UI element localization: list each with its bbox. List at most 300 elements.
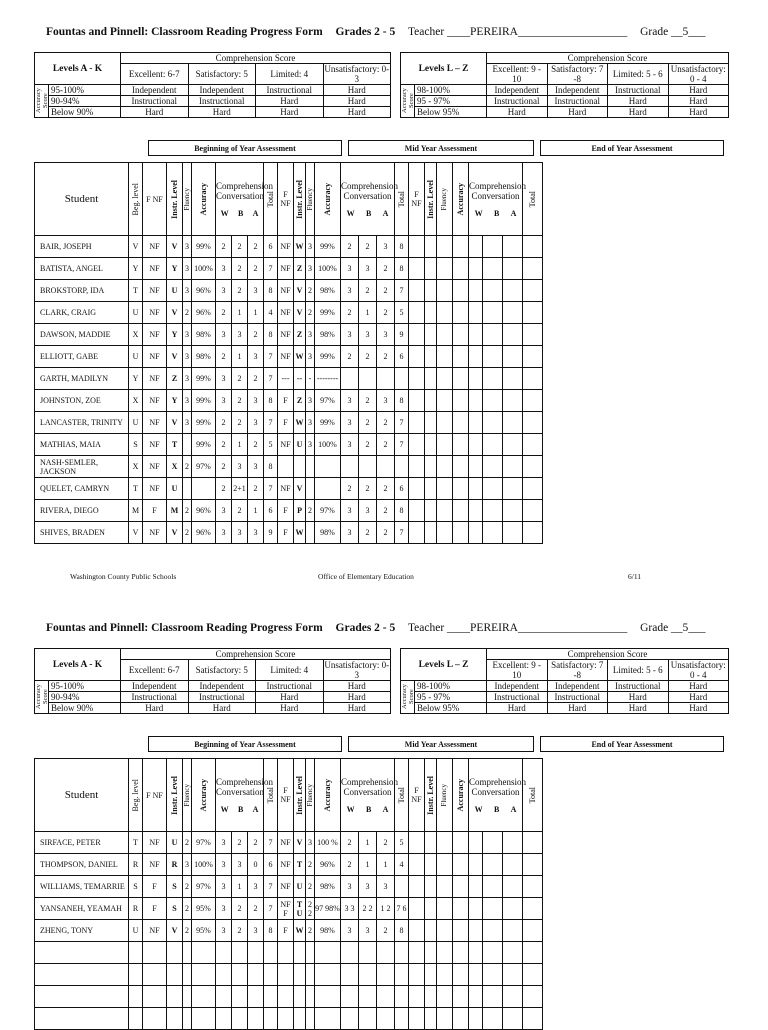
accuracy-row-label: 95 - 97% (415, 692, 487, 703)
difficulty-cell: Instructional (608, 681, 669, 692)
eoy-cell (453, 258, 469, 280)
column-header-total: Total (528, 786, 538, 804)
mid-cell: 3 (306, 258, 315, 280)
mid-cell: NF (278, 346, 294, 368)
comprehension-score-title: Comprehension Score (487, 649, 729, 660)
boy-cell: 3 (183, 368, 192, 390)
column-header-fluency: Fluency (306, 783, 315, 807)
mid-cell: 3 (341, 280, 359, 302)
comp-score-col: Satisfactory: 5 (188, 64, 256, 85)
boy-cell: Y (129, 258, 143, 280)
boy-cell: 7 (264, 368, 278, 390)
boy-cell: 3 (248, 390, 264, 412)
boy-cell: 3 (216, 854, 232, 876)
mid-cell (306, 964, 315, 986)
eoy-cell (425, 478, 437, 500)
mid-cell: 2 (306, 920, 315, 942)
eoy-cell (425, 898, 437, 920)
mid-cell: F (278, 500, 294, 522)
comp-score-col: Unsatisfactory: 0 - 4 (668, 660, 729, 681)
eoy-cell (503, 986, 523, 1008)
table-row (35, 346, 553, 368)
boy-cell: 2 (248, 478, 264, 500)
boy-cell: NF (143, 854, 167, 876)
mid-cell: 3 (341, 500, 359, 522)
difficulty-cell: Independent (188, 681, 256, 692)
mid-cell: 98% (315, 876, 341, 898)
mid-cell: 3 (377, 390, 395, 412)
boy-cell: 96% (192, 302, 216, 324)
mid-cell: 3 (341, 258, 359, 280)
boy-cell (167, 986, 183, 1008)
column-header-fluency: Fluency (183, 187, 191, 211)
mid-cell (395, 456, 409, 478)
boy-cell: 7 (264, 412, 278, 434)
mid-cell: 7 (395, 434, 409, 456)
eoy-cell (437, 920, 453, 942)
mid-cell (377, 1008, 395, 1030)
difficulty-cell: Hard (323, 107, 391, 118)
eoy-cell (469, 986, 483, 1008)
boy-cell: 2 (248, 324, 264, 346)
eoy-cell (503, 500, 523, 522)
boy-cell: 2 (183, 456, 192, 478)
mid-cell: 1 2 (377, 898, 395, 920)
student-name (35, 986, 129, 1008)
mid-cell: 2 (341, 346, 359, 368)
eoy-cell (437, 1008, 453, 1030)
eoy-cell (503, 346, 523, 368)
difficulty-cell: Hard (323, 703, 391, 714)
mid-cell: 3 (341, 324, 359, 346)
eoy-cell (523, 346, 543, 368)
boy-cell: S (167, 876, 183, 898)
mid-cell (278, 942, 294, 964)
eoy-cell (483, 854, 503, 876)
mid-cell: 2 (377, 522, 395, 544)
difficulty-cell: Hard (121, 703, 189, 714)
eoy-cell (523, 522, 543, 544)
boy-cell (183, 942, 192, 964)
mid-cell (315, 1008, 341, 1030)
boy-cell: 2 (232, 258, 248, 280)
boy-cell (216, 964, 232, 986)
comp-score-col: Limited: 4 (256, 64, 324, 85)
boy-cell (248, 942, 264, 964)
boy-cell: 7 (264, 478, 278, 500)
student-name: LANCASTER, TRINITY (35, 412, 129, 434)
student-name: NASH-SEMLER, JACKSON (35, 456, 129, 478)
mid-cell: 8 (395, 236, 409, 258)
eoy-cell (409, 832, 425, 854)
eoy-cell (425, 876, 437, 898)
boy-cell: T (129, 832, 143, 854)
mid-cell: 4 (395, 854, 409, 876)
mid-cell: 2 (377, 434, 395, 456)
mid-cell: 1 (359, 854, 377, 876)
eoy-cell (503, 964, 523, 986)
mid-cell (315, 478, 341, 500)
student-name (35, 1008, 129, 1030)
student-name: BROKSTORP, IDA (35, 280, 129, 302)
boy-cell: 1 (232, 434, 248, 456)
boy-cell: V (167, 236, 183, 258)
eoy-cell (523, 456, 543, 478)
eoy-cell (425, 346, 437, 368)
table-row (35, 898, 553, 920)
boy-cell: 100% (192, 258, 216, 280)
mid-cell: V (294, 478, 306, 500)
eoy-cell (425, 456, 437, 478)
mid-cell: W (294, 522, 306, 544)
mid-cell: 1 (359, 832, 377, 854)
mid-cell: 2 (341, 302, 359, 324)
levels-header: Levels L – Z (401, 649, 487, 681)
boy-cell (192, 942, 216, 964)
column-w: W (220, 804, 229, 814)
mid-cell (306, 942, 315, 964)
boy-cell: 1 (232, 302, 248, 324)
mid-cell: 3 (306, 346, 315, 368)
mid-cell: 3 (306, 324, 315, 346)
difficulty-cell: Hard (323, 681, 391, 692)
student-name: RIVERA, DIEGO (35, 500, 129, 522)
mid-cell: V (294, 280, 306, 302)
eoy-cell (453, 832, 469, 854)
column-header-fluency: Fluency (440, 187, 449, 211)
boy-cell: Y (167, 390, 183, 412)
table-row (35, 302, 553, 324)
boy-cell: U (129, 412, 143, 434)
table-row (35, 964, 553, 986)
student-name: MATHIAS, MAIA (35, 434, 129, 456)
eoy-cell (437, 412, 453, 434)
boy-cell: 3 (216, 368, 232, 390)
boy-cell: T (129, 478, 143, 500)
accuracy-row-label: 90-94% (49, 96, 121, 107)
boy-cell: 3 (248, 280, 264, 302)
difficulty-cell: Hard (323, 692, 391, 703)
mid-cell: 2 (377, 258, 395, 280)
mid-cell: 8 (395, 390, 409, 412)
eoy-cell (453, 854, 469, 876)
table-row (35, 942, 553, 964)
boy-cell: 98% (192, 346, 216, 368)
boy-cell: M (129, 500, 143, 522)
mid-cell: 2 (359, 236, 377, 258)
mid-cell: 2 (377, 280, 395, 302)
table-row (35, 500, 553, 522)
eoy-cell (523, 390, 543, 412)
boy-cell: U (167, 280, 183, 302)
boy-cell (232, 964, 248, 986)
column-b: B (365, 208, 372, 218)
boy-cell: 3 (248, 412, 264, 434)
column-header-accuracy: Accuracy (199, 182, 208, 216)
mid-cell: 2 (341, 854, 359, 876)
mid-cell: 8 (395, 500, 409, 522)
eoy-cell (453, 876, 469, 898)
mid-cell: 2 (359, 346, 377, 368)
mid-cell: W (294, 346, 306, 368)
mid-cell (294, 964, 306, 986)
eoy-cell (523, 236, 543, 258)
comp-score-col: Unsatisfactory: 0 - 4 (668, 64, 729, 85)
boy-cell: Y (129, 368, 143, 390)
boy-cell: 3 (183, 346, 192, 368)
eoy-cell (503, 478, 523, 500)
boy-cell: R (167, 854, 183, 876)
accuracy-row-label: Below 95% (415, 703, 487, 714)
mid-cell: 2 (359, 478, 377, 500)
boy-cell: NF (143, 368, 167, 390)
eoy-cell (437, 456, 453, 478)
mid-cell: 99% (315, 302, 341, 324)
boy-cell: 95% (192, 898, 216, 920)
accuracy-score-label: Accuracy Score (401, 88, 415, 114)
footer-right: 6/11 (628, 572, 642, 581)
eoy-cell (469, 522, 483, 544)
eoy-cell (453, 412, 469, 434)
table-row (35, 854, 553, 876)
boy-cell: 3 (216, 390, 232, 412)
boy-cell: 2 (232, 898, 248, 920)
mid-cell: 98% (315, 522, 341, 544)
column-header-instr-level: Instr. Level (426, 179, 436, 219)
eoy-cell (503, 854, 523, 876)
boy-cell: R (129, 898, 143, 920)
boy-cell: 2 (232, 390, 248, 412)
table-row (35, 390, 553, 412)
mid-cell (278, 456, 294, 478)
eoy-cell (409, 280, 425, 302)
boy-cell: 3 (183, 236, 192, 258)
mid-cell: U (294, 434, 306, 456)
eoy-cell (453, 1008, 469, 1030)
difficulty-cell: Hard (256, 703, 324, 714)
difficulty-cell: Independent (547, 681, 608, 692)
mid-cell: 3 (341, 920, 359, 942)
difficulty-cell: Hard (547, 703, 608, 714)
boy-cell: 99% (192, 236, 216, 258)
comp-score-col: Limited: 4 (256, 660, 324, 681)
boy-cell: 3 (216, 258, 232, 280)
boy-cell: 7 (264, 258, 278, 280)
eoy-cell (453, 522, 469, 544)
boy-cell: NF (143, 412, 167, 434)
eoy-cell (503, 876, 523, 898)
eoy-cell (437, 280, 453, 302)
eoy-cell (523, 876, 543, 898)
boy-cell: 97% (192, 456, 216, 478)
mid-cell: 7 (395, 280, 409, 302)
boy-cell: U (167, 478, 183, 500)
eoy-cell (437, 942, 453, 964)
column-b: B (237, 804, 244, 814)
eoy-cell (409, 854, 425, 876)
mid-cell: 1 (359, 302, 377, 324)
boy-cell: X (129, 456, 143, 478)
boy-cell: NF (143, 258, 167, 280)
column-w: W (346, 208, 355, 218)
eoy-cell (523, 280, 543, 302)
mid-cell: 3 (341, 522, 359, 544)
boy-cell: X (129, 324, 143, 346)
mid-cell: 7 6 (395, 898, 409, 920)
mid-cell (395, 368, 409, 390)
eoy-cell (503, 522, 523, 544)
student-name: THOMPSON, DANIEL (35, 854, 129, 876)
mid-cell: 2 (306, 280, 315, 302)
eoy-cell (483, 964, 503, 986)
boy-cell (248, 986, 264, 1008)
difficulty-cell: Hard (256, 96, 324, 107)
mid-cell: 5 (395, 302, 409, 324)
boy-cell: 3 (232, 522, 248, 544)
boy-cell: 3 (183, 390, 192, 412)
boy-cell: 2 (248, 434, 264, 456)
student-name: CLARK, CRAIG (35, 302, 129, 324)
mid-cell (315, 942, 341, 964)
boy-cell: 5 (264, 434, 278, 456)
mid-cell (294, 986, 306, 1008)
eoy-cell (425, 522, 437, 544)
mid-cell: P (294, 500, 306, 522)
boy-cell: V (167, 522, 183, 544)
boy-cell: 3 (216, 876, 232, 898)
eoy-cell (483, 346, 503, 368)
boy-cell: 3 (232, 324, 248, 346)
boy-cell (129, 964, 143, 986)
mid-cell: W (294, 920, 306, 942)
boy-cell: U (129, 346, 143, 368)
eoy-cell (437, 324, 453, 346)
mid-cell (395, 986, 409, 1008)
eoy-cell (453, 478, 469, 500)
eoy-cell (453, 346, 469, 368)
column-header-accuracy: Accuracy (456, 182, 466, 216)
accuracy-row-label: Below 90% (49, 703, 121, 714)
boy-cell: NF (143, 236, 167, 258)
mid-cell (294, 456, 306, 478)
eoy-cell (409, 1008, 425, 1030)
difficulty-cell: Hard (608, 703, 669, 714)
boy-cell: F (143, 898, 167, 920)
boy-cell (183, 986, 192, 1008)
eoy-cell (437, 302, 453, 324)
column-header-instr-level: Instr. Level (170, 179, 179, 219)
eoy-cell (425, 832, 437, 854)
eoy-cell (523, 1008, 543, 1030)
eoy-cell (409, 368, 425, 390)
mid-cell: 3 (359, 500, 377, 522)
boy-cell: S (129, 434, 143, 456)
boy-cell (248, 964, 264, 986)
mid-cell: 99% (315, 346, 341, 368)
mid-cell: 2 (359, 434, 377, 456)
mid-cell: 96% (315, 854, 341, 876)
column-a: A (252, 208, 259, 218)
difficulty-cell: Hard (668, 85, 729, 96)
mid-cell: 3 (341, 390, 359, 412)
eoy-cell (469, 942, 483, 964)
column-header-total: Total (397, 190, 407, 208)
eoy-cell (523, 412, 543, 434)
mid-cell: Z (294, 390, 306, 412)
mid-cell (359, 964, 377, 986)
eoy-cell (425, 500, 437, 522)
eoy-cell (523, 478, 543, 500)
accuracy-row-label: 98-100% (415, 681, 487, 692)
eoy-cell (523, 368, 543, 390)
boy-cell: 2 (216, 478, 232, 500)
mid-cell: 3 (377, 236, 395, 258)
eoy-cell (409, 478, 425, 500)
eoy-cell (523, 920, 543, 942)
comprehension-conversation-label: Comprehension Conversation (216, 180, 273, 201)
boy-cell: 1 (248, 500, 264, 522)
boy-cell: V (167, 346, 183, 368)
mid-cell: 2 (377, 920, 395, 942)
boy-cell: Y (167, 324, 183, 346)
eoy-cell (409, 434, 425, 456)
student-name: DAWSON, MADDIE (35, 324, 129, 346)
table-row (35, 258, 553, 280)
comprehension-score-title: Comprehension Score (487, 53, 729, 64)
footer-center: Office of Elementary Education (318, 572, 414, 581)
boy-cell: 2 (248, 832, 264, 854)
difficulty-cell: Hard (668, 681, 729, 692)
boy-cell: NF (143, 434, 167, 456)
mid-cell: 7 (395, 412, 409, 434)
comprehension-score-title: Comprehension Score (121, 53, 391, 64)
eoy-cell (425, 302, 437, 324)
table-row (35, 324, 553, 346)
comp-score-col: Satisfactory: 5 (188, 660, 256, 681)
difficulty-cell: Hard (323, 85, 391, 96)
comprehension-conversation-label: Comprehension Conversation (216, 776, 273, 797)
eoy-cell (483, 456, 503, 478)
eoy-cell (453, 324, 469, 346)
eoy-cell (483, 478, 503, 500)
student-name: QUELET, CAMRYN (35, 478, 129, 500)
levels-header: Levels L – Z (401, 53, 487, 85)
eoy-cell (469, 478, 483, 500)
eoy-cell (469, 302, 483, 324)
table-row (35, 920, 553, 942)
mid-cell: 8 (395, 920, 409, 942)
eoy-cell (437, 346, 453, 368)
mid-cell: 99% (315, 412, 341, 434)
eoy-cell (453, 280, 469, 302)
eoy-cell (437, 898, 453, 920)
eoy-cell (469, 368, 483, 390)
column-header-total: Total (528, 190, 538, 208)
eoy-cell (425, 1008, 437, 1030)
eoy-cell (523, 854, 543, 876)
mid-cell (306, 456, 315, 478)
boy-cell: 3 (183, 280, 192, 302)
difficulty-cell: Independent (121, 85, 189, 96)
difficulty-cell: Hard (668, 703, 729, 714)
boy-cell (192, 478, 216, 500)
eoy-cell (453, 456, 469, 478)
boy-cell: 2 (232, 500, 248, 522)
difficulty-cell: Instructional (121, 96, 189, 107)
mid-cell: 2 2 (306, 898, 315, 920)
column-header-comprehension (341, 163, 399, 236)
boy-cell: 96% (192, 500, 216, 522)
